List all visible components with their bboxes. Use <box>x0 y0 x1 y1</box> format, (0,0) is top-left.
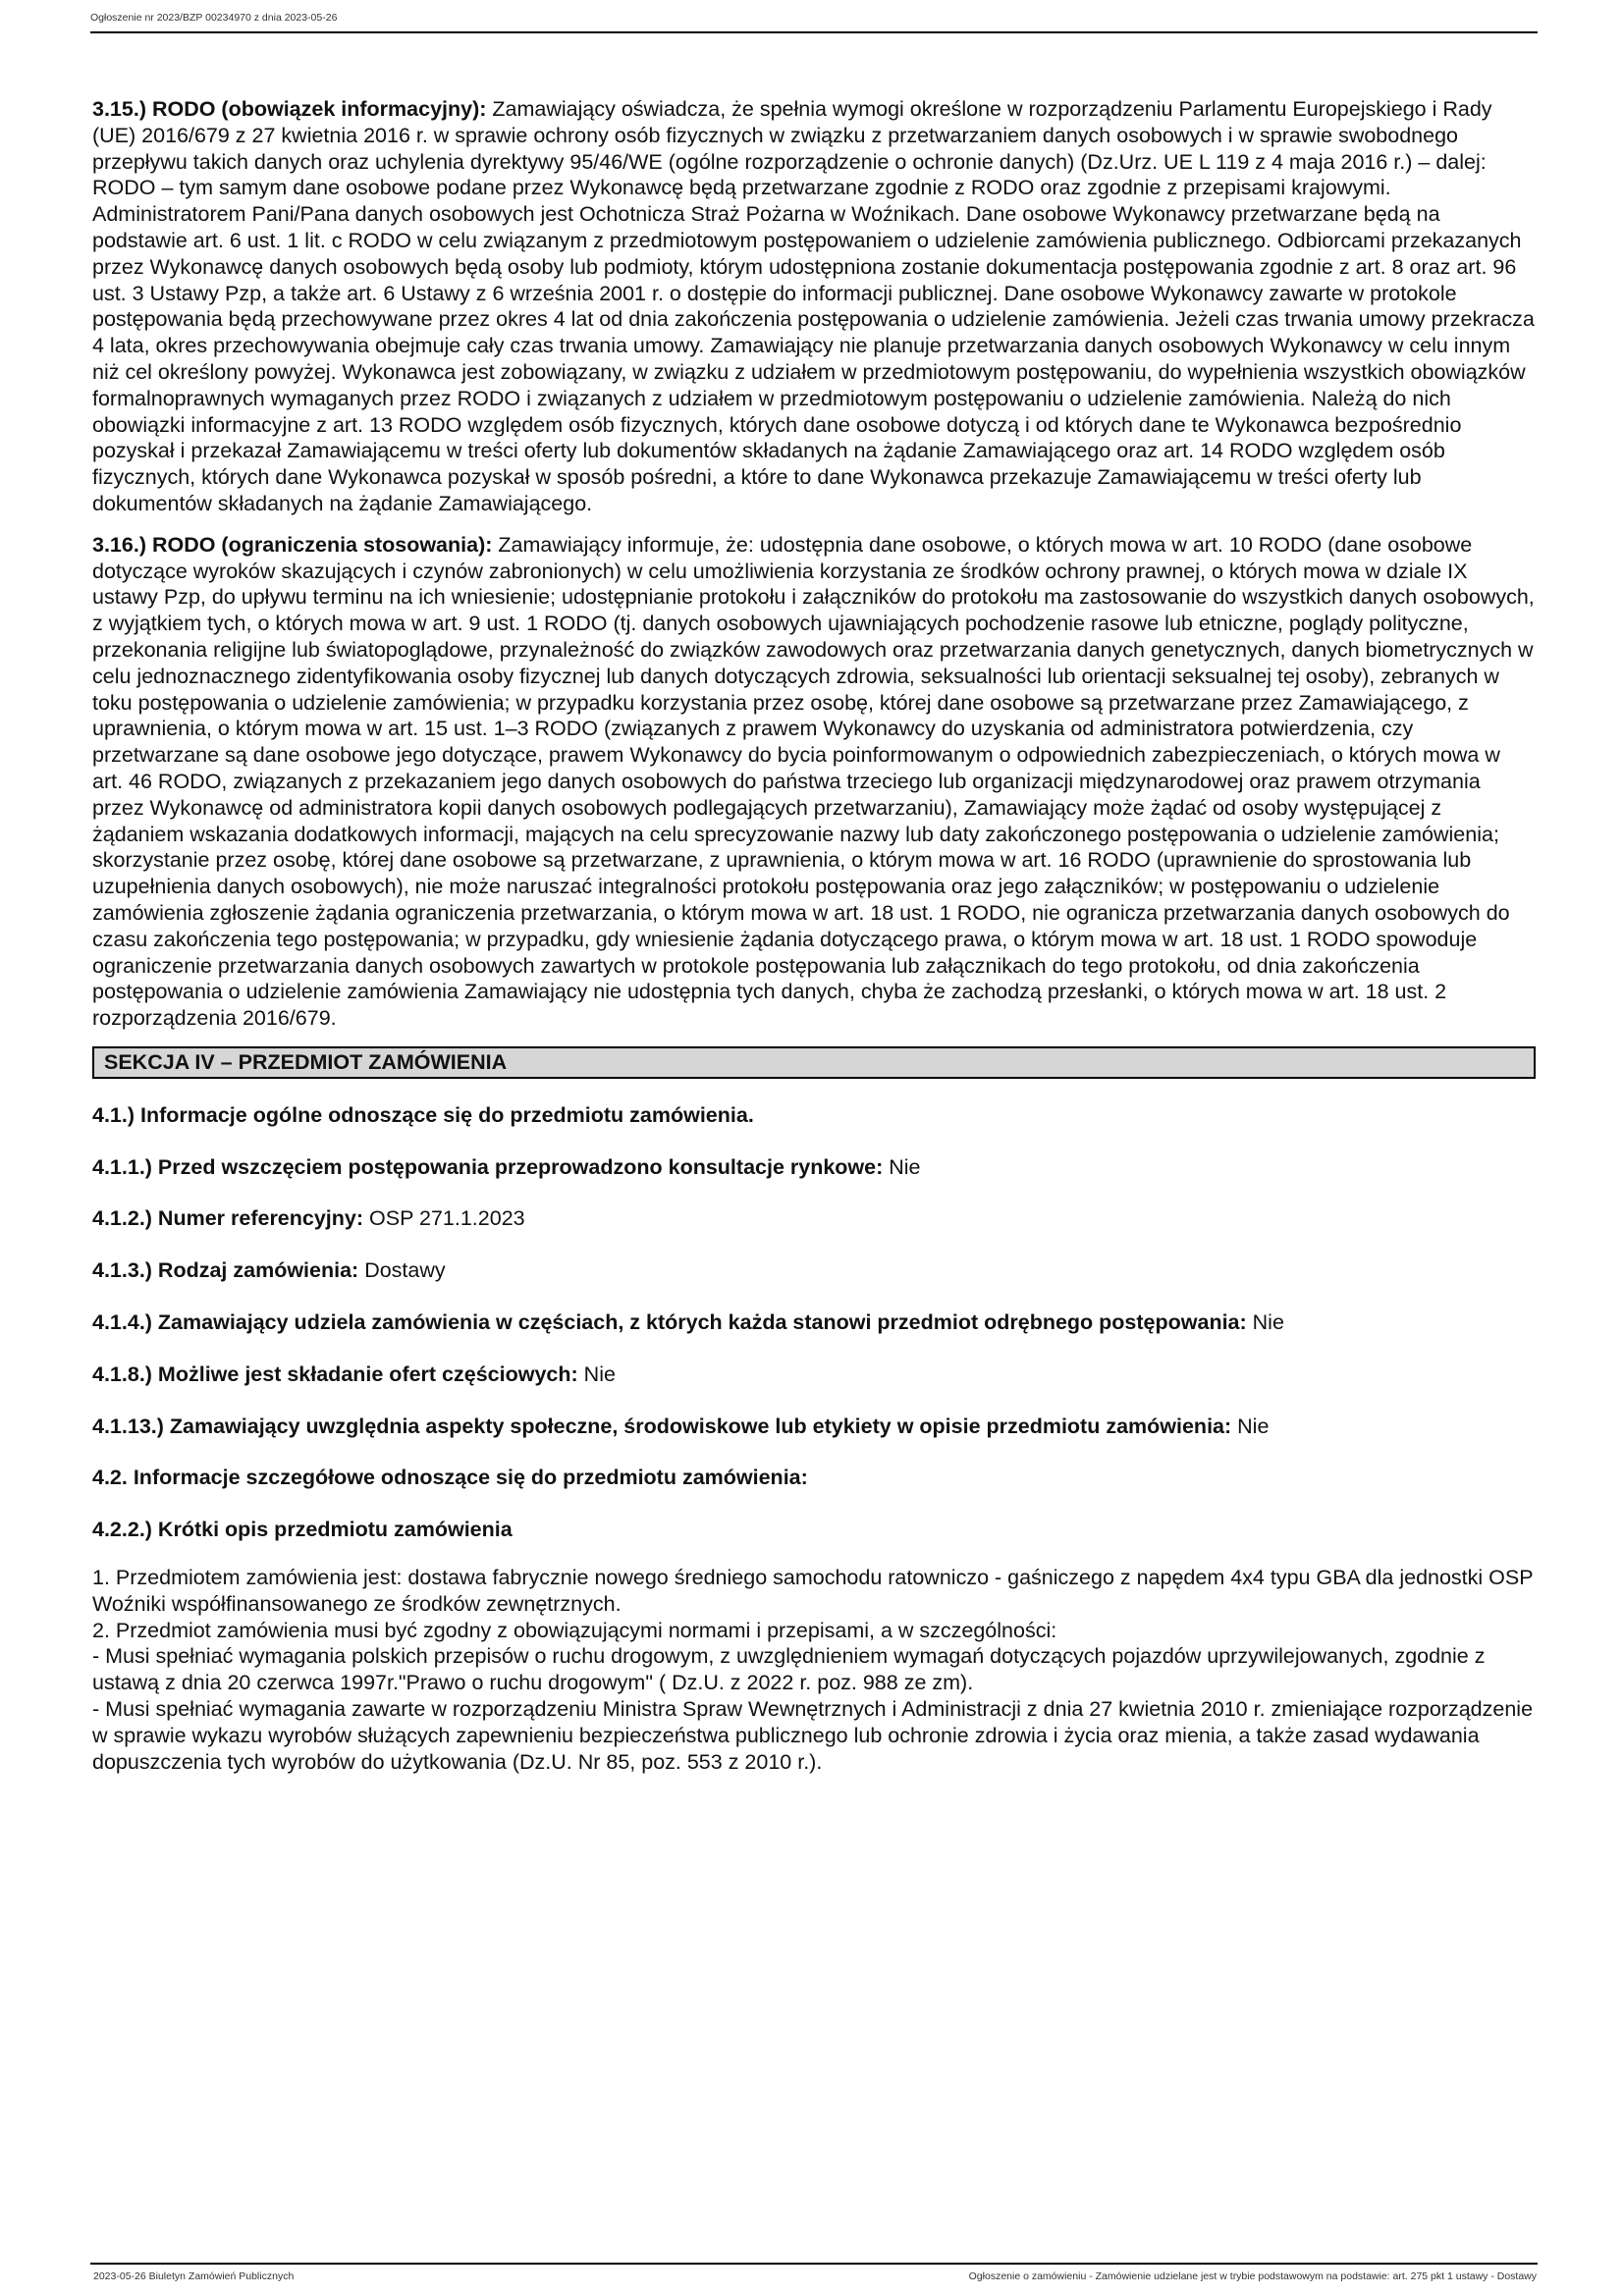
field-4-1-4 <box>92 1309 1536 1336</box>
field-4-1-2-label: 4.1.2.) Numer referencyjny: <box>92 1206 364 1231</box>
order-description <box>92 1565 1536 1775</box>
rodo-limits-text: Zamawiający informuje, że: udostępnia dane osobowe, o których mowa w art. 10 RODO (dane osobowe dotyczące wyroków skazujących i czynów zabronionych) w celu umożliwienia korzystania ze środków ochrony prawnej, o których mowa w dziale IX ustawy Pzp, do upływu terminu na ich wniesienie; udostępnianie protokołu i załączników do protokołu ma zastosowanie do wszystkich danych osobowych, z wyjątkiem tych, o których mowa w art. 9 ust. 1 RODO (tj. danych osobowych ujawniających pochodzenie rasowe lub etniczne, poglądy polityczne, przekonania religijne lub światopoglądowe, przynależność do związków zawodowych oraz przetwarzania danych genetycznych, danych biometrycznych w celu jednoznacznego zidentyfikowania osoby fizycznej lub danych dotyczących zdrowia, seksualności lub orientacji seksualnej tej osoby), zebranych w toku postępowania o udzielenie zamówienia; w przypadku korzystania przez osobę, której dane osobowe są przetwarzane przez Zamawiającego, z uprawnienia, o którym mowa w art. 15 ust. 1–3 RODO (związanych z prawem Wykonawcy do uzyskania od administratora potwierdzenia, czy przetwarzane są dane osobowe jego dotyczące, prawem Wykonawcy do bycia poinformowanym o odpowiednich zabezpieczeniach, o których mowa w art. 46 RODO, związanych z przekazaniem jego danych osobowych do państwa trzeciego lub organizacji międzynarodowej oraz prawem otrzymania przez Wykonawcę od administratora kopii danych osobowych podlegających przetwarzaniu), Zamawiający może żądać od osoby występującej z żądaniem wskazania dodatkowych informacji, mających na celu sprecyzowanie nazwy lub daty zakończonego postępowania o udzielenie zamówienia; skorzystanie przez osobę, której dane osobowe są przetwarzane, z uprawnienia, o którym mowa w art. 16 RODO (uprawnienie do sprostowania lub uzupełnienia danych osobowych), nie może naruszać integralności protokołu postępowania oraz jego załączników; w postępowaniu o udzielenie zamówienia zgłoszenie żądania ograniczenia przetwarzania, o którym mowa w art. 18 ust. 1 RODO, nie ogranicza przetwarzania danych osobowych do czasu zakończenia tego postępowania; w przypadku, gdy wniesienie żądania dotyczącego prawa, o którym mowa w art. 18 ust. 1 RODO spowoduje ograniczenie przetwarzania danych osobowych zawartych w protokole postępowania lub załącznikach do tego protokołu, od dnia zakończenia postępowania o udzielenie zamówienia Zamawiający nie udostępnia tych danych, chyba że zachodzą przesłanki, o których mowa w art. 18 ust. 2 rozporządzenia 2016/679. <box>92 532 1535 1031</box>
rodo-limits-label: 3.16.) RODO (ograniczenia stosowania): <box>92 532 493 557</box>
field-4-1-label: 4.1.) Informacje ogólne odnoszące się do przedmiotu zamówienia. <box>92 1102 754 1127</box>
description-line: - Musi spełniać wymagania polskich przepisów o ruchu drogowym, z uwzględnieniem wymagań dotyczących pojazdów uprzywilejowanych, zgodnie z ustawą z dnia 20 czerwca 1997r."Prawo o ruchu drogowym" ( Dz.U. z 2022 r. poz. 988 ze zm). <box>92 1644 1486 1695</box>
field-4-2 <box>92 1465 1536 1491</box>
field-4-1-4-value: Nie <box>1246 1310 1284 1335</box>
header-divider <box>90 31 1538 33</box>
field-4-1-3-label: 4.1.3.) Rodzaj zamówienia: <box>92 1258 359 1283</box>
field-4-2-2-label: 4.2.2.) Krótki opis przedmiotu zamówienia <box>92 1518 513 1542</box>
rodo-limits-paragraph <box>92 532 1536 1032</box>
field-4-1-13-label: 4.1.13.) Zamawiający uwzględnia aspekty społeczne, środowiskowe lub etykiety w opisie przedmiotu zamówienia: <box>92 1414 1232 1438</box>
field-4-2-label: 4.2. Informacje szczegółowe odnoszące się do przedmiotu zamówienia: <box>92 1466 808 1490</box>
footer-divider <box>90 2263 1538 2265</box>
description-line: - Musi spełniać wymagania zawarte w rozporządzeniu Ministra Spraw Wewnętrznych i Administracji z dnia 27 kwietnia 2010 r. zmieniające rozporządzenie w sprawie wykazu wyrobów służących zapewnieniu bezpieczeństwa publicznego lub ochronie zdrowia i życia oraz mienia, a także zasad wydawania dopuszczenia tych wyrobów do użytkowania (Dz.U. Nr 85, poz. 553 z 2010 r.). <box>92 1697 1534 1774</box>
field-4-1-2 <box>92 1205 1536 1232</box>
rodo-info-text: Zamawiający oświadcza, że spełnia wymogi określone w rozporządzeniu Parlamentu Europejskiego i Rady (UE) 2016/679 z 27 kwietnia 2016 r. w sprawie ochrony osób fizycznych w związku z przetwarzaniem danych osobowych i w sprawie swobodnego przepływu takich danych oraz uchylenia dyrektywy 95/46/WE (ogólne rozporządzenie o ochronie danych) (Dz.Urz. UE L 119 z 4 maja 2016 r.) – dalej: RODO – tym samym dane osobowe podane przez Wykonawcę będą przetwarzane zgodnie z RODO oraz zgodnie z przepisami krajowymi. Administratorem Pani/Pana danych osobowych jest Ochotnicza Straż Pożarna w Woźnikach. Dane osobowe Wykonawcy przetwarzane będą na podstawie art. 6 ust. 1 lit. c RODO w celu związanym z przedmiotowym postępowaniem o udzielenie zamówienia publicznego. Odbiorcami przekazanych przez Wykonawcę danych osobowych będą osoby lub podmioty, którym udostępniona zostanie dokumentacja postępowania zgodnie z art. 8 oraz art. 96 ust. 3 Ustawy Pzp, a także art. 6 Ustawy z 6 września 2001 r. o dostępie do informacji publicznej. Dane osobowe Wykonawcy zawarte w protokole postępowania będą przechowywane przez okres 4 lat od dnia zakończenia postępowania o udzielenie zamówienia. Jeżeli czas trwania umowy przekracza 4 lata, okres przechowywania obejmuje cały czas trwania umowy. Zamawiający nie planuje przetwarzania danych osobowych Wykonawcy w celu innym niż cel określony powyżej. Wykonawca jest zobowiązany, w związku z udziałem w przedmiotowym postępowaniu, do wypełnienia wszystkich obowiązków formalnoprawnych wymaganych przez RODO i związanych z udziałem w przedmiotowym postępowaniu o udzielenie zamówienia. Należą do nich obowiązki informacyjne z art. 13 RODO względem osób fizycznych, których dane osobowe dotyczą i od których dane te Wykonawca bezpośrednio pozyskał i przekazał Zamawiającemu w treści oferty lub dokumentów składanych na żądanie Zamawiającego oraz art. 14 RODO względem osób fizycznych, których dane Wykonawca pozyskał w sposób pośredni, a które to dane Wykonawca przekazuje Zamawiającemu w treści oferty lub dokumentów składanych na żądanie Zamawiającego. <box>92 97 1535 515</box>
field-4-1 <box>92 1102 1536 1129</box>
field-4-1-8-value: Nie <box>577 1362 616 1386</box>
field-4-1-8 <box>92 1362 1536 1388</box>
field-4-1-3 <box>92 1257 1536 1284</box>
field-4-1-1 <box>92 1154 1536 1181</box>
page-header-notice: Ogłoszenie nr 2023/BZP 00234970 z dnia 2023-05-26 <box>90 12 338 24</box>
field-4-2-2 <box>92 1517 1536 1543</box>
field-4-1-1-value: Nie <box>883 1154 921 1179</box>
document-body <box>92 96 1536 1775</box>
field-4-1-13-value: Nie <box>1231 1414 1270 1438</box>
description-line: 2. Przedmiot zamówienia musi być zgodny z obowiązującymi normami i przepisami, a w szczególności: <box>92 1618 1057 1642</box>
footer-notice-type: Ogłoszenie o zamówieniu - Zamówienie udzielane jest w trybie podstawowym na podstawie: art. 275 pkt 1 ustawy - Dostawy <box>968 2270 1537 2282</box>
field-4-1-2-value: OSP 271.1.2023 <box>363 1206 525 1231</box>
field-4-1-3-value: Dostawy <box>358 1258 446 1283</box>
field-4-1-4-label: 4.1.4.) Zamawiający udziela zamówienia w częściach, z których każda stanowi przedmiot odrębnego postępowania: <box>92 1310 1247 1335</box>
description-line: 1. Przedmiotem zamówienia jest: dostawa fabrycznie nowego średniego samochodu ratowniczo - gaśniczego z napędem 4x4 typu GBA dla jednostki OSP Woźniki współfinansowanego ze środków zewnętrznych. <box>92 1566 1534 1616</box>
rodo-info-label: 3.15.) RODO (obowiązek informacyjny): <box>92 97 487 121</box>
field-4-1-13 <box>92 1414 1536 1440</box>
footer-date-source: 2023-05-26 Biuletyn Zamówień Publicznych <box>93 2270 295 2282</box>
rodo-info-paragraph <box>92 96 1536 517</box>
section-iv-heading: SEKCJA IV – PRZEDMIOT ZAMÓWIENIA <box>92 1046 1536 1079</box>
field-4-1-1-label: 4.1.1.) Przed wszczęciem postępowania przeprowadzono konsultacje rynkowe: <box>92 1154 884 1179</box>
field-4-1-8-label: 4.1.8.) Możliwe jest składanie ofert częściowych: <box>92 1362 578 1386</box>
